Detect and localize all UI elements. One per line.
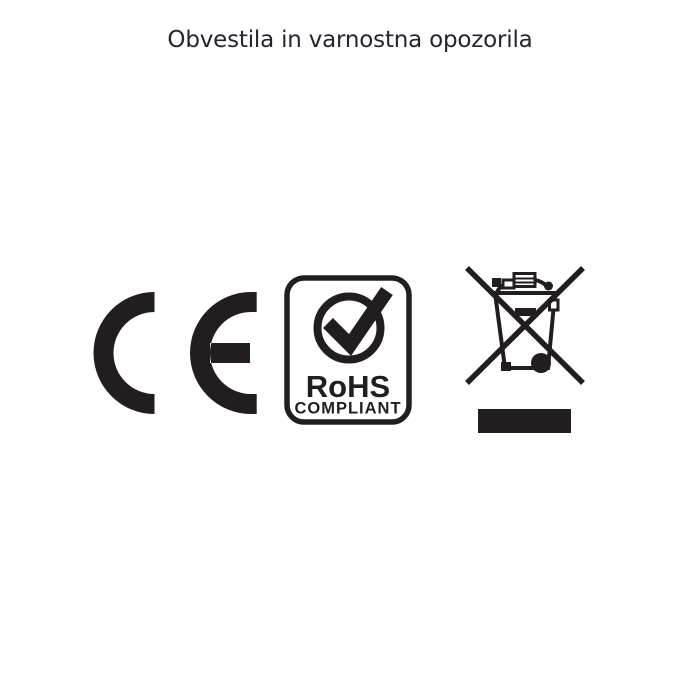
weee-lid-handle <box>514 274 535 287</box>
weee-wheel <box>531 353 551 373</box>
page-title: Obvestila in varnostna opozorila <box>167 27 533 53</box>
weee-foot <box>501 362 511 371</box>
ce-mark-icon <box>93 291 257 415</box>
weee-lid-knob-left <box>492 278 501 287</box>
weee-lid-step <box>503 280 514 288</box>
weee-bin-icon <box>460 258 590 438</box>
rohs-sublabel: COMPLIANT <box>294 399 402 418</box>
ce-letter-e <box>190 292 257 414</box>
rohs-label: RoHS <box>305 369 391 404</box>
ce-letter-c <box>94 292 155 414</box>
weee-underline-bar <box>478 409 571 433</box>
weee-lid-knob-right <box>544 282 553 291</box>
rohs-compliant-badge <box>284 275 412 425</box>
